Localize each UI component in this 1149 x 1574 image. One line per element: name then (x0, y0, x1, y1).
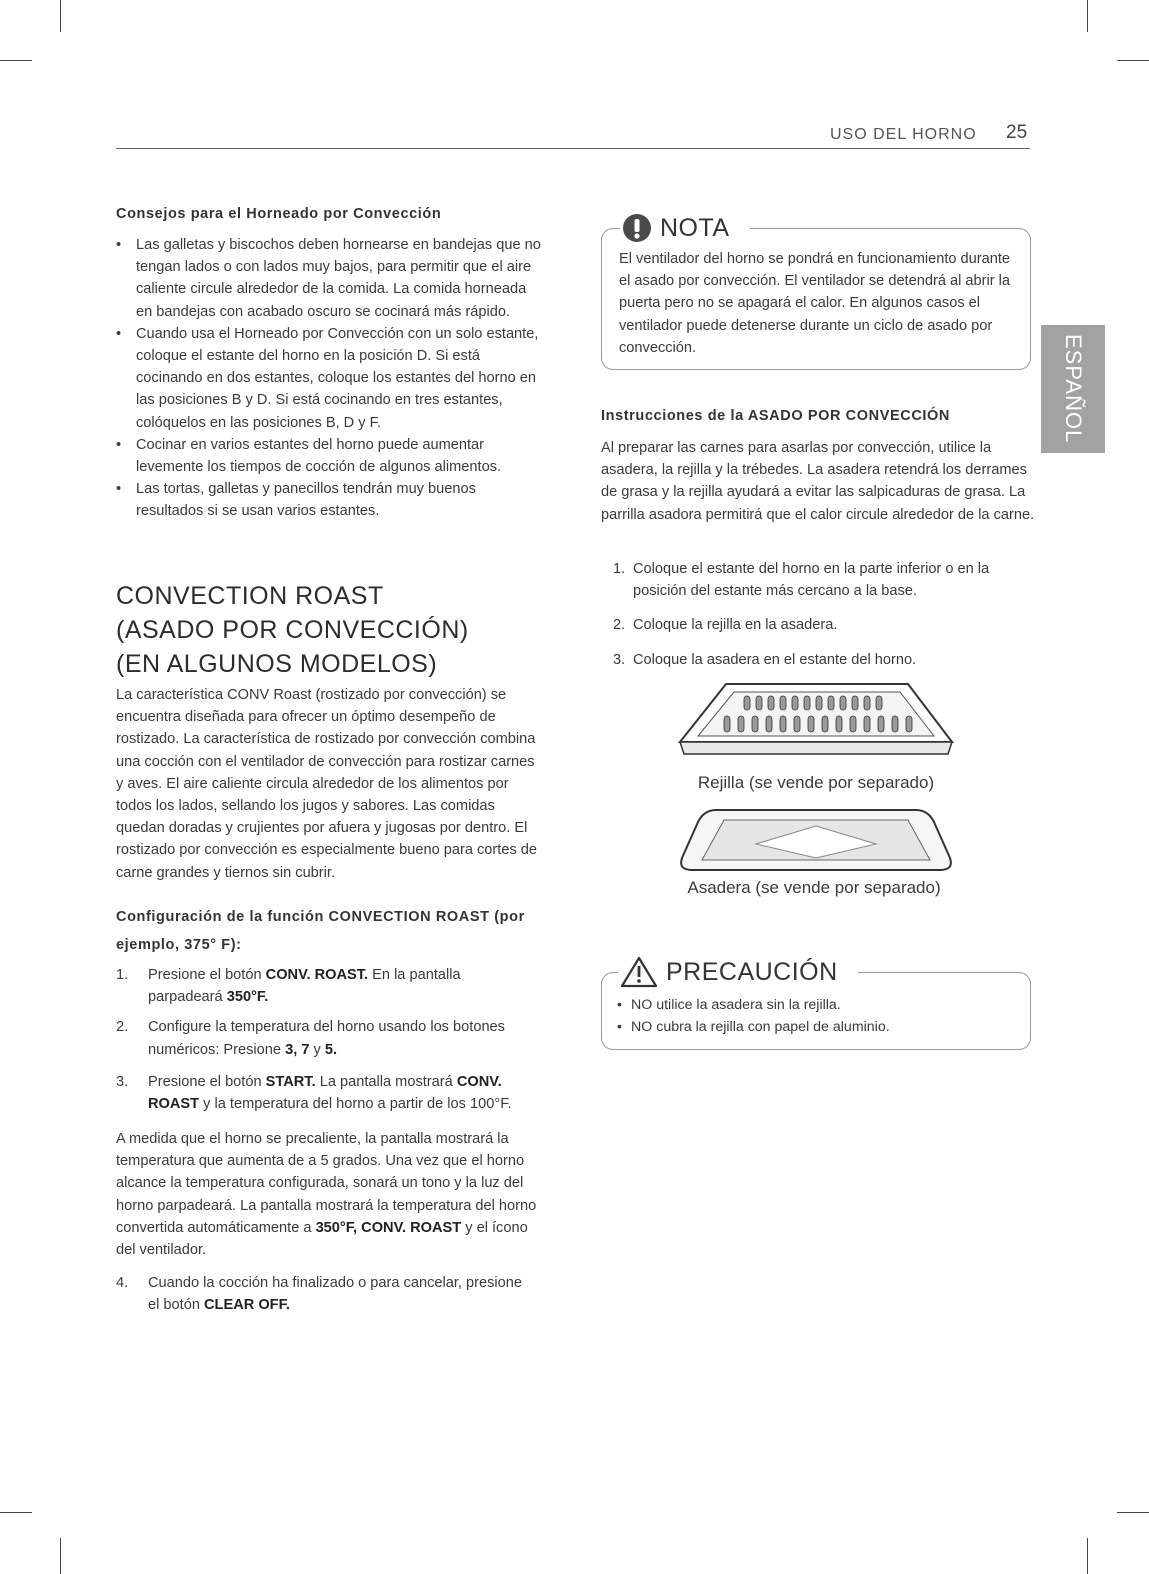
list-item (601, 614, 1021, 636)
list-item: • NO cubra la rejilla con papel de aluminio. (617, 1016, 1017, 1038)
header-section-title: USO DEL HORNO (830, 126, 977, 143)
step-text: Coloque la rejilla en la asadera. (633, 617, 838, 634)
broiler-pan-illustration (676, 804, 956, 880)
step-number: 3. (116, 1073, 129, 1090)
step-number: 1. (116, 967, 129, 983)
step-text: Configure la temperatura del horno usando los botones numéricos: Presione (148, 1019, 505, 1058)
convection-roast-title (116, 579, 469, 681)
nota-title: NOTA (660, 213, 730, 242)
list-item (116, 964, 531, 1008)
language-tab-label: ESPAÑOL (1061, 334, 1086, 444)
step-keyword: CONV. ROAST (148, 1073, 502, 1113)
step-keyword: 5. (324, 1041, 338, 1058)
crop-mark (1117, 1512, 1149, 1513)
nota-text: El ventilador del horno se pondrá en funcionamiento durante el asado por convección. El ventilador se detendrá al abrir la puerta pero no se apagará el calor. En algunos casos el ventilador puede detenerse durante un ciclo de asado por convección. (619, 251, 1011, 356)
roast-steps (601, 558, 1021, 671)
roast-instructions-heading: Instrucciones de la ASADO POR CONVECCIÓN (601, 408, 950, 424)
info-exclamation-icon (622, 213, 652, 243)
step-text: Presione el botón (148, 1073, 266, 1090)
step-keyword: CLEAR OFF. (204, 1297, 290, 1314)
broiler-pan-caption: Asadera (se vende por separado) (687, 878, 941, 897)
title-line: (ASADO POR CONVECCIÓN) (116, 616, 469, 644)
step-text: En la pantalla parpadeará (148, 967, 461, 1006)
setting-heading: Configuración de la función CONVECTION ROAST (por ejemplo, 375° F): (116, 909, 525, 953)
page-number: 25 (1006, 122, 1028, 143)
list-item (116, 1016, 531, 1060)
precaucion-list (617, 994, 1017, 1038)
step-number: 4. (116, 1275, 129, 1291)
crop-mark (1087, 0, 1088, 32)
title-line: CONVECTION ROAST (116, 582, 384, 610)
broiler-grid-illustration (676, 676, 956, 771)
convection-bake-tips-heading: Consejos para el Horneado por Convección (116, 206, 442, 222)
step-keyword: CONV. ROAST. (265, 967, 369, 983)
preheat-paragraph (116, 1128, 540, 1261)
step-4 (116, 1272, 531, 1316)
step-number: 3. (613, 651, 626, 668)
list-item (116, 1071, 531, 1115)
step-text: La pantalla mostrará (315, 1073, 457, 1090)
list-item: • Las tortas, galletas y panecillos tendrán muy buenos resultados si se usan varios estantes. (116, 478, 546, 522)
step-number: 2. (116, 1019, 129, 1036)
step-text: y la temperatura del horno a partir de los 100°F. (199, 1096, 512, 1113)
list-item: • Las galletas y biscochos deben hornearse en bandejas que no tengan lados o con lados muy bajos, para permitir que el aire caliente circule alrededor de la comida. La comida horneada en bandejas con acabado oscuro se cocinará más rápido. (116, 234, 546, 323)
convection-roast-intro: La característica CONV Roast (rostizado por convección) se encuentra diseñada para ofrecer un óptimo desempeño de rostizado. La característica de rostizado por convección combina una cocción con el ventilador de convección para rostizar carnes y aves. El aire caliente circula alrededor de los alimentos por todos los lados, sellando los jugos y sabores. Las comidas quedan doradas y crujientes por afuera y jugosas por dentro. El rostizado por convección es especialmente bueno para cortes de carne grandes y tiernos sin cubrir. (116, 687, 538, 881)
title-line: (EN ALGUNOS MODELOS) (116, 650, 438, 678)
step-keyword: 3, 7 (285, 1041, 310, 1058)
roast-instructions-intro: Al preparar las carnes para asarlas por convección, utilice la asadera, la rejilla y la trébedes. La asadera retendrá los derrames de grasa y la rejilla ayudará a evitar las salpicaduras de grasa. La parrilla asadora permitirá que el calor circule alrededor de la carne. (601, 440, 1035, 523)
step-text: Cuando la cocción ha finalizado o para cancelar, presione el botón (148, 1275, 523, 1314)
convection-bake-tips-list (116, 234, 546, 523)
crop-mark (60, 1538, 61, 1574)
step-text: Presione el botón (148, 967, 266, 983)
step-keyword: START. (265, 1073, 316, 1090)
paragraph-text: A medida que el horno se precaliente, la pantalla mostrará la temperatura que aumenta de a 5 grados. Una vez que el horno alcance la temperatura configurada, sonará un tono y la luz del horno parpadeará. La pantalla mostrará la temperatura del horno convertida automáticamente a (116, 1131, 537, 1236)
step-number: 2. (613, 617, 626, 634)
crop-mark (60, 0, 61, 32)
setting-steps (116, 964, 531, 1115)
paragraph-text: y el ícono del ventilador. (116, 1219, 528, 1259)
nota-header (620, 210, 750, 246)
warning-triangle-icon (620, 956, 658, 988)
step-number: 1. (613, 561, 626, 577)
paragraph-keyword: 350°F, CONV. ROAST (315, 1219, 462, 1236)
crop-mark (1087, 1538, 1088, 1574)
broiler-grid-caption: Rejilla (se vende por separado) (697, 773, 935, 792)
list-item (601, 649, 1021, 671)
crop-mark (0, 60, 32, 61)
crop-mark (1117, 60, 1149, 61)
precaucion-title: PRECAUCIÓN (666, 957, 838, 986)
crop-mark (0, 1512, 32, 1513)
step-text: y (309, 1041, 325, 1058)
list-item: • Cocinar en varios estantes del horno puede aumentar levemente los tiempos de cocción de algunos alimentos. (116, 434, 546, 478)
list-item (116, 1272, 531, 1316)
precaucion-header (618, 954, 858, 990)
step-text: Coloque el estante del horno en la parte inferior o en la posición del estante más cercano a la base. (633, 561, 990, 600)
list-item (601, 558, 1021, 602)
step-text: Coloque la asadera en el estante del horno. (633, 651, 917, 668)
list-item: • NO utilice la asadera sin la rejilla. (617, 994, 1017, 1016)
step-keyword: 350°F. (226, 989, 269, 1006)
header-rule (116, 148, 1030, 149)
list-item: • Cuando usa el Horneado por Convección con un solo estante, coloque el estante del horno en la posición D. Si está cocinando en dos estantes, coloque los estantes del horno en las posiciones B y D. Si está cocinando en tres estantes, colóquelos en las posiciones B, D y F. (116, 323, 546, 434)
